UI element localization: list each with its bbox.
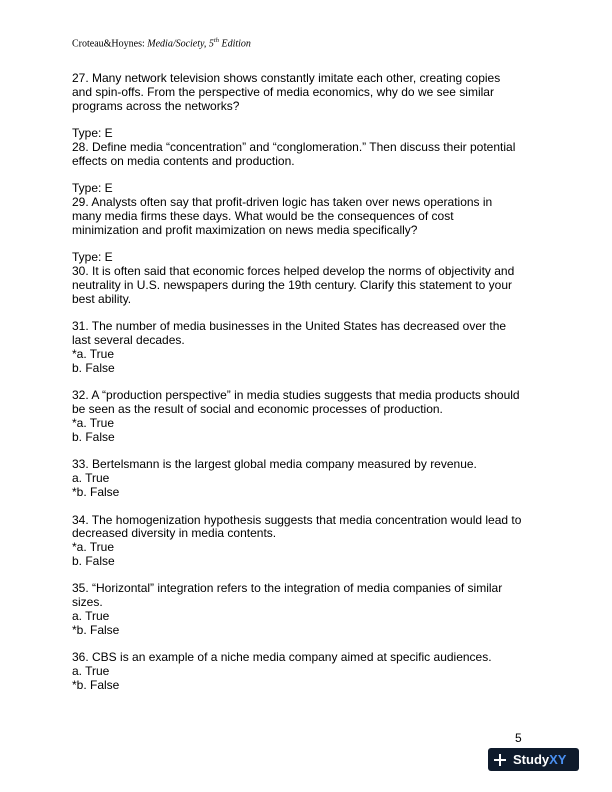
question-text-line: Type: E [72,126,113,141]
question-text-line: *b. False [72,622,120,637]
question-block [72,72,542,113]
question-text-line: 29. Analysts often say that profit-driven logic has taken over news operations in [72,195,493,210]
question-block [72,251,542,306]
question-text-line: sizes. [72,595,103,610]
question-block [72,458,542,499]
logo-text-xy: XY [549,752,567,767]
question-text-line: decreased diversity in media contents. [72,526,277,541]
header-edition-superscript: th [213,37,219,44]
plus-icon [494,754,506,766]
logo-text-study: Study [513,752,550,767]
question-text-line: b. False [72,360,115,375]
question-text-line: 35. “Horizontal” integration refers to the integration of media companies of similar [72,581,503,596]
question-text-line: 27. Many network television shows constantly imitate each other, creating copies [72,71,501,85]
question-text-line: 30. It is often said that economic forces helped develop the norms of objectivity and [72,264,515,279]
header-edition: Edition [218,38,251,50]
question-text-line: programs across the networks? [72,98,240,113]
question-text-line: a. True [72,471,110,486]
question-text-line: and spin-offs. From the perspective of media economics, why do we see similar [72,84,494,99]
question-text-line: 32. A “production perspective” in media studies suggests that media products should [72,388,520,403]
question-block [72,582,542,637]
question-text-line: 31. The number of media businesses in the United States has decreased over the [72,319,507,334]
question-block [72,320,542,375]
question-block [72,127,542,168]
question-text-line: many media firms these days. What would be the consequences of cost [72,208,454,223]
question-text-line: minimization and profit maximization on news media specifically? [72,222,418,237]
question-text-line: effects on media contents and production. [72,153,295,168]
question-text-line: *b. False [72,678,120,693]
studyxy-logo [488,748,579,771]
question-text-line: Type: E [72,250,113,265]
question-text-line: *a. True [72,346,115,361]
question-text-line: *a. True [72,415,115,430]
question-text-line: best ability. [72,291,132,306]
question-text-line: neutrality in U.S. newspapers during the 19th century. Clarify this statement to your [72,277,512,292]
question-text-line: Type: E [72,181,113,196]
question-text-line: be seen as the result of social and economic processes of production. [72,402,443,417]
question-text-line: b. False [72,429,115,444]
question-text-line: 28. Define media “concentration” and “conglomeration.” Then discuss their potential [72,139,516,154]
question-text-line: *a. True [72,540,115,555]
question-text-line: a. True [72,664,110,679]
question-block [72,389,542,444]
question-list [72,72,542,707]
question-block [72,514,542,569]
header-authors: Croteau&Hoynes: [72,38,148,50]
question-text-line: 33. Bertelsmann is the largest global media company measured by revenue. [72,457,477,472]
question-text-line: last several decades. [72,333,185,348]
question-block [72,182,542,237]
running-header [72,37,251,49]
question-text-line: a. True [72,609,110,624]
question-text-line: *b. False [72,484,120,499]
page-number: 5 [515,731,522,745]
header-book-title: Media/Society, 5 [147,38,214,50]
question-text-line: 34. The homogenization hypothesis suggests that media concentration would lead to [72,512,522,527]
question-block [72,651,542,692]
question-text-line: b. False [72,553,115,568]
question-text-line: 36. CBS is an example of a niche media company aimed at specific audiences. [72,650,492,665]
